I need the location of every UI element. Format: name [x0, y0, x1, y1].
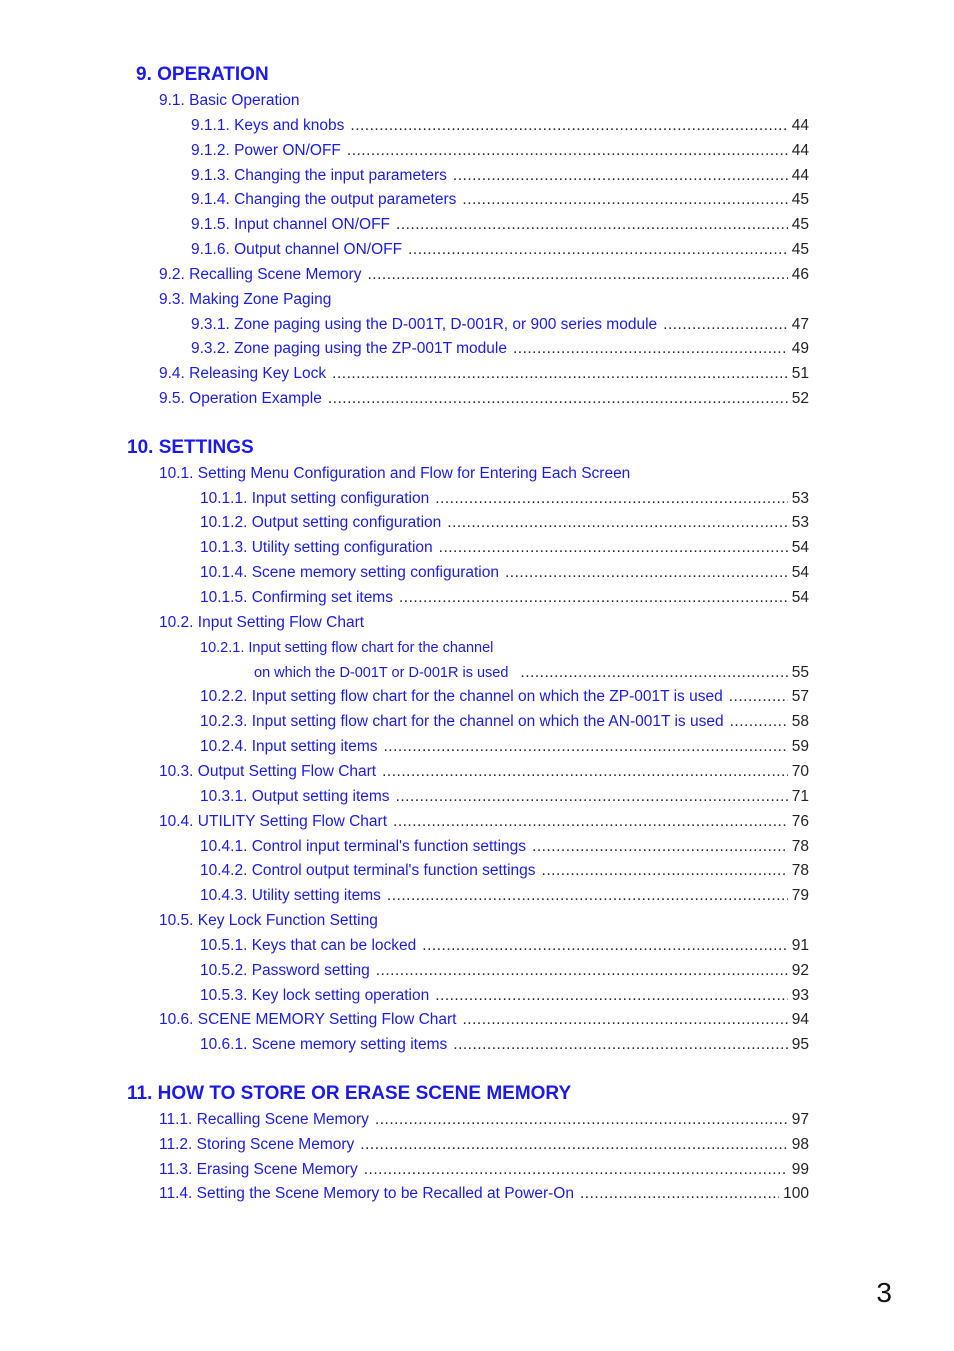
toc-entry-9-3-1[interactable]: [191, 315, 809, 335]
toc-entry-label: 10.5. Key Lock Function Setting: [159, 912, 378, 929]
dot-leader: [347, 141, 788, 161]
toc-page-number: 58: [791, 713, 809, 730]
toc-entry-label: 9.3.1. Zone paging using the D-001T, D-001R, or 900 series module: [191, 316, 658, 333]
toc-entry-10-4-2[interactable]: [200, 861, 809, 881]
toc-entry-9-1-5[interactable]: [191, 215, 809, 235]
section-heading-operation: 9. OPERATION: [136, 64, 269, 85]
toc-entry-10-2-1-continued[interactable]: [254, 663, 809, 683]
toc-entry-label: 10.1.4. Scene memory setting configuration: [200, 564, 499, 581]
toc-entry-10-6[interactable]: [159, 1010, 809, 1030]
toc-page-number: 76: [791, 813, 809, 830]
toc-page-number: 93: [791, 987, 809, 1004]
toc-entry-label: 10.4. UTILITY Setting Flow Chart: [159, 813, 388, 830]
toc-entry-9-1-3[interactable]: [191, 166, 809, 186]
toc-entry-9-1-1[interactable]: [191, 116, 809, 136]
toc-entry-10-1-5[interactable]: [200, 588, 809, 608]
toc-entry-10-2-2[interactable]: [200, 687, 809, 707]
dot-leader: [328, 389, 788, 409]
dot-leader: [422, 936, 787, 956]
dot-leader: [542, 861, 788, 881]
dot-leader: [453, 1035, 787, 1055]
toc-entry-label: 10.3.1. Output setting items: [200, 788, 390, 805]
toc-entry-label: 10.4.1. Control input terminal's function settings: [200, 838, 527, 855]
toc-entry-label: 10.2.1. Input setting flow chart for the channel: [200, 640, 494, 656]
toc-entry-label: 11.1. Recalling Scene Memory: [159, 1111, 369, 1128]
toc-page-number: 44: [791, 117, 809, 134]
dot-leader: [332, 364, 788, 384]
dot-leader: [375, 1110, 788, 1130]
toc-page-number: 54: [791, 564, 809, 581]
toc-entry-11-2[interactable]: [159, 1135, 809, 1155]
toc-page-number: 55: [791, 664, 809, 681]
toc-page-number: 47: [791, 316, 809, 333]
toc-page-number: 97: [791, 1111, 809, 1128]
toc-entry-label: on which the D-001T or D-001R is used: [254, 665, 509, 681]
toc-entry-9-4[interactable]: [159, 364, 809, 384]
toc-page-number: 100: [783, 1185, 809, 1202]
dot-leader: [387, 886, 788, 906]
toc-page-number: 94: [791, 1011, 809, 1028]
toc-entry-label: 10.2. Input Setting Flow Chart: [159, 614, 365, 631]
dot-leader: [513, 339, 788, 359]
toc-entry-9-5[interactable]: [159, 389, 809, 409]
toc-page-number: 59: [791, 738, 809, 755]
toc-page-number: 53: [791, 514, 809, 531]
toc-entry-10-4-1[interactable]: [200, 837, 809, 857]
toc-entry-label: 10.5.1. Keys that can be locked: [200, 937, 417, 954]
dot-leader: [382, 762, 788, 782]
toc-entry-10-3-1[interactable]: [200, 787, 809, 807]
toc-page-number: 53: [791, 490, 809, 507]
toc-entry-10-6-1[interactable]: [200, 1035, 809, 1055]
dot-leader: [462, 1010, 787, 1030]
dot-leader: [532, 837, 788, 857]
toc-page-number: 98: [791, 1136, 809, 1153]
toc-entry-9-1-4[interactable]: [191, 190, 809, 210]
toc-entry-label: 9.4. Releasing Key Lock: [159, 365, 327, 382]
toc-entry-label: 11.4. Setting the Scene Memory to be Recalled at Power-On: [159, 1185, 574, 1202]
dot-leader: [360, 1135, 787, 1155]
toc-entry-10-5-2[interactable]: [200, 961, 809, 981]
toc-entry-10-4-3[interactable]: [200, 886, 809, 906]
toc-page-number: 78: [791, 862, 809, 879]
toc-entry-label: 10.1.5. Confirming set items: [200, 589, 393, 606]
toc-entry-9-3[interactable]: [159, 290, 331, 310]
toc-page-number: 54: [791, 539, 809, 556]
toc-entry-10-5-3[interactable]: [200, 986, 809, 1006]
toc-page-number: 46: [791, 266, 809, 283]
toc-page-number: 52: [791, 390, 809, 407]
toc-page-number: 92: [791, 962, 809, 979]
dot-leader: [408, 240, 788, 260]
dot-leader: [396, 787, 788, 807]
toc-entry-9-3-2[interactable]: [191, 339, 809, 359]
dot-leader: [729, 687, 788, 707]
toc-page-number: 57: [791, 688, 809, 705]
toc-page-number: 70: [791, 763, 809, 780]
dot-leader: [730, 712, 788, 732]
toc-page-number: 99: [791, 1161, 809, 1178]
toc-entry-label: 10.2.3. Input setting flow chart for the channel on which the AN-001T is used: [200, 713, 724, 730]
toc-page-number: 91: [791, 937, 809, 954]
toc-entry-10-3[interactable]: [159, 762, 809, 782]
toc-entry-label: 9.5. Operation Example: [159, 390, 322, 407]
toc-entry-10-2-3[interactable]: [200, 712, 809, 732]
dot-leader: [367, 265, 787, 285]
toc-page-number: 49: [791, 340, 809, 357]
toc-entry-label: 10.4.2. Control output terminal's function settings: [200, 862, 536, 879]
toc-entry-10-2-1[interactable]: [200, 638, 493, 658]
toc-entry-label: 9.1.2. Power ON/OFF: [191, 142, 341, 159]
toc-entry-10-1[interactable]: [159, 464, 630, 484]
dot-leader: [435, 986, 788, 1006]
toc-page-number: 79: [791, 887, 809, 904]
toc-entry-label: 9.2. Recalling Scene Memory: [159, 266, 362, 283]
toc-entry-10-1-2[interactable]: [200, 513, 809, 533]
toc-entry-9-1[interactable]: [159, 91, 299, 111]
toc-entry-9-2[interactable]: [159, 265, 809, 285]
toc-entry-9-1-2[interactable]: [191, 141, 809, 161]
toc-entry-label: 10.6.1. Scene memory setting items: [200, 1036, 448, 1053]
toc-entry-label: 10.6. SCENE MEMORY Setting Flow Chart: [159, 1011, 457, 1028]
toc-entry-label: 10.1.2. Output setting configuration: [200, 514, 442, 531]
toc-page-number: 44: [791, 142, 809, 159]
dot-leader: [453, 166, 788, 186]
toc-entry-label: 9.1.3. Changing the input parameters: [191, 167, 447, 184]
section-heading-scene-memory: 11. HOW TO STORE OR ERASE SCENE MEMORY: [127, 1083, 572, 1104]
toc-entry-label: 9.3.2. Zone paging using the ZP-001T module: [191, 340, 507, 357]
toc-entry-11-3[interactable]: [159, 1160, 809, 1180]
dot-leader: [350, 116, 787, 136]
toc-entry-11-4[interactable]: [159, 1184, 809, 1204]
toc-page-number: 95: [791, 1036, 809, 1053]
dot-leader: [376, 961, 788, 981]
toc-entry-label: 9.3. Making Zone Paging: [159, 291, 332, 308]
toc-entry-label: 9.1.1. Keys and knobs: [191, 117, 345, 134]
toc-entry-label: 10.1.1. Input setting configuration: [200, 490, 430, 507]
dot-leader: [580, 1184, 779, 1204]
toc-entry-label: 11.3. Erasing Scene Memory: [159, 1161, 358, 1178]
dot-leader: [462, 190, 787, 210]
toc-page-number: 45: [791, 191, 809, 208]
dot-leader: [505, 563, 788, 583]
dot-leader: [439, 538, 788, 558]
dot-leader: [435, 489, 788, 509]
toc-entry-label: 9.1.4. Changing the output parameters: [191, 191, 457, 208]
toc-entry-label: 10.1.3. Utility setting configuration: [200, 539, 433, 556]
toc-entry-10-1-3[interactable]: [200, 538, 809, 558]
toc-entry-10-5-1[interactable]: [200, 936, 809, 956]
toc-entry-10-1-1[interactable]: [200, 489, 809, 509]
toc-page-number: 54: [791, 589, 809, 606]
toc-entry-label: 11.2. Storing Scene Memory: [159, 1136, 355, 1153]
toc-entry-10-5[interactable]: [159, 911, 378, 931]
toc-entry-10-2-4[interactable]: [200, 737, 809, 757]
toc-entry-10-4[interactable]: [159, 812, 809, 832]
toc-entry-label: 10.3. Output Setting Flow Chart: [159, 763, 377, 780]
toc-page-number: 45: [791, 216, 809, 233]
dot-leader: [663, 315, 788, 335]
dot-leader: [520, 663, 787, 683]
dot-leader: [396, 215, 788, 235]
toc-page-number: 44: [791, 167, 809, 184]
toc-page-number: 71: [791, 788, 809, 805]
section-heading-settings: 10. SETTINGS: [127, 437, 254, 458]
dot-leader: [447, 513, 787, 533]
toc-page-number: 51: [791, 365, 809, 382]
dot-leader: [364, 1160, 788, 1180]
page-number: 3: [876, 1277, 892, 1308]
toc-entry-10-1-4[interactable]: [200, 563, 809, 583]
toc-entry-label: 10.4.3. Utility setting items: [200, 887, 381, 904]
toc-page-number: 45: [791, 241, 809, 258]
toc-entry-label: 10.5.3. Key lock setting operation: [200, 987, 430, 1004]
toc-entry-label: 10.2.4. Input setting items: [200, 738, 378, 755]
toc-page-number: 78: [791, 838, 809, 855]
dot-leader: [384, 737, 788, 757]
toc-entry-label: 10.2.2. Input setting flow chart for the channel on which the ZP-001T is used: [200, 688, 723, 705]
toc-entry-label: 10.5.2. Password setting: [200, 962, 370, 979]
toc-entry-label: 10.1. Setting Menu Configuration and Flow for Entering Each Screen: [159, 465, 631, 482]
dot-leader: [399, 588, 788, 608]
toc-entry-label: 9.1.6. Output channel ON/OFF: [191, 241, 403, 258]
toc-entry-label: 9.1.5. Input channel ON/OFF: [191, 216, 391, 233]
toc-entry-9-1-6[interactable]: [191, 240, 809, 260]
dot-leader: [393, 812, 788, 832]
toc-entry-label: 9.1. Basic Operation: [159, 92, 300, 109]
toc-entry-10-2[interactable]: [159, 613, 364, 633]
toc-entry-11-1[interactable]: [159, 1110, 809, 1130]
